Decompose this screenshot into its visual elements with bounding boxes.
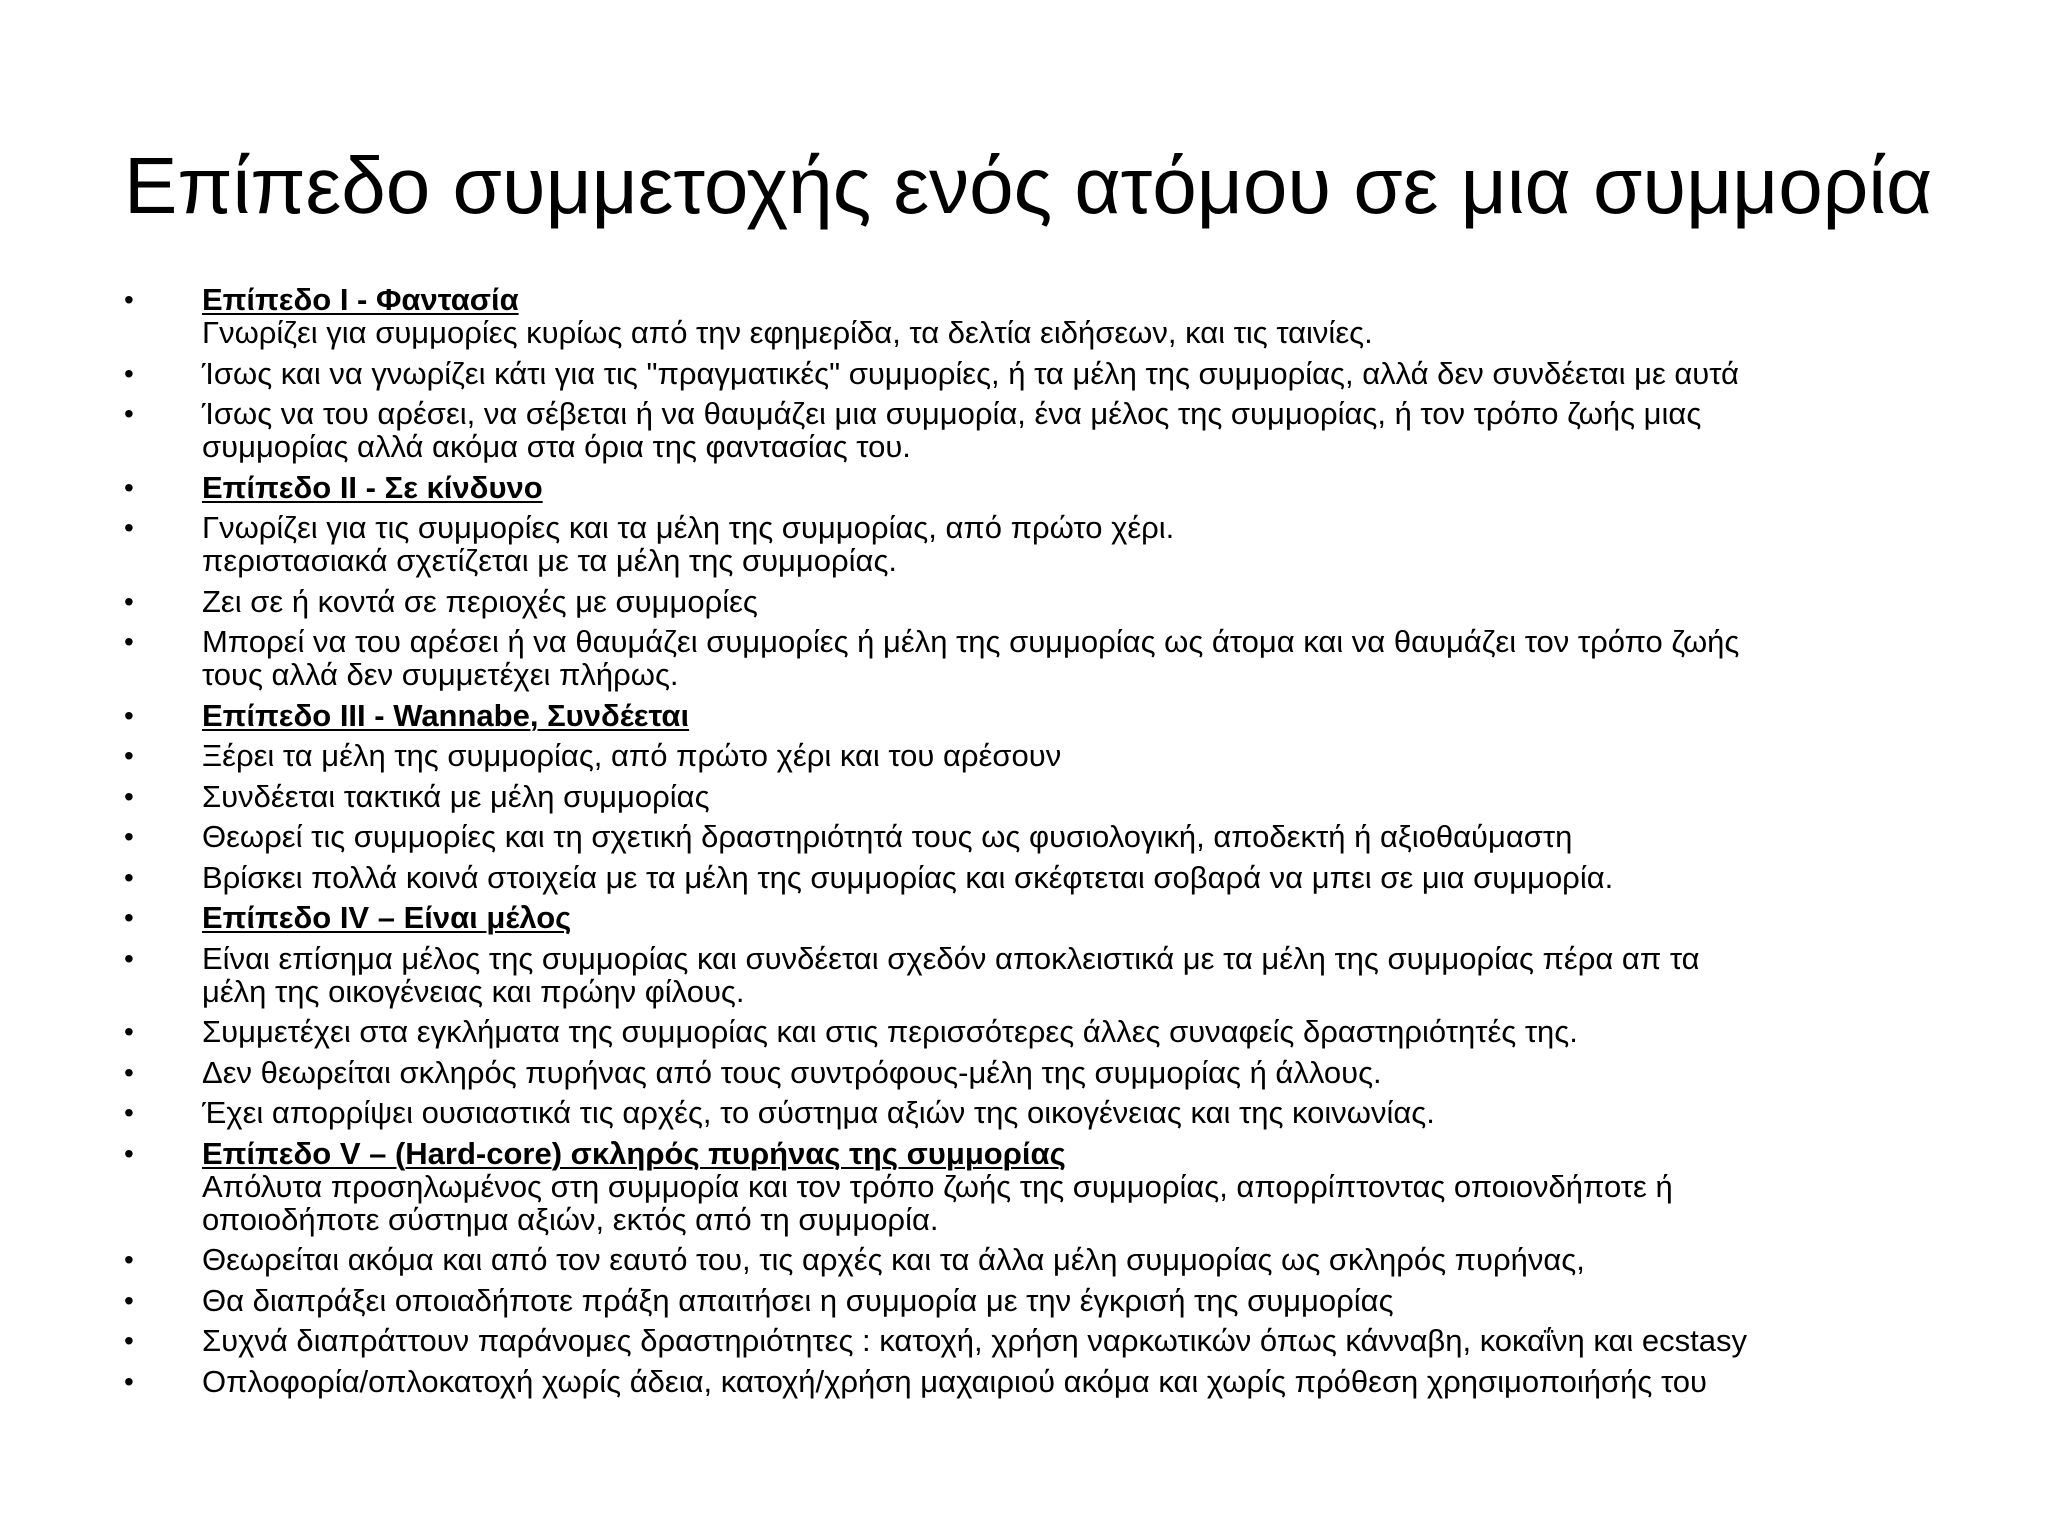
- bullet-text-line: Ίσως να του αρέσει, να σέβεται ή να θαυμάζει μια συμμορία, ένα μέλος της συμμορίας, ή τον τρόπο ζωής μιας: [202, 396, 1702, 431]
- bullet-dot-icon: •: [124, 1365, 134, 1397]
- bullet-dot-icon: •: [124, 398, 134, 429]
- list-item: [124, 397, 1924, 463]
- bullet-text-line: Απόλυτα προσηλωμένος στη συμμορία και τον τρόπο ζωής της συμμορίας, απορρίπτοντας οποιονδήποτε ή: [202, 1168, 1673, 1204]
- list-item: [124, 1056, 1924, 1089]
- list-item: [124, 1284, 1924, 1317]
- level-heading: Επίπεδο V – (Hard-core) σκληρός πυρήνας της συμμορίας: [202, 1135, 1066, 1171]
- bullet-dot-icon: •: [124, 585, 134, 617]
- list-item: [124, 942, 1924, 1008]
- bullet-text-line: Ξέρει τα μέλη της συμμορίας, από πρώτο χέρι και του αρέσουν: [202, 738, 1062, 773]
- level-heading: Επίπεδο Ι - Φαντασία: [202, 282, 519, 317]
- list-item: [124, 861, 1924, 894]
- bullet-text-line: μέλη της οικογένειας και πρώην φίλους.: [202, 973, 745, 1009]
- slide-title: Επίπεδο συμμετοχής ενός ατόμου σε μια συμμορία: [124, 141, 1933, 230]
- bullet-text-line: Ίσως και να γνωρίζει κάτι για τις "πραγματικές" συμμορίες, ή τα μέλη της συμμορίας, αλλά δεν συνδέεται με αυτά: [202, 355, 1739, 391]
- bullet-dot-icon: •: [124, 699, 134, 731]
- bullet-dot-icon: •: [124, 1016, 134, 1047]
- list-item: [124, 585, 1924, 618]
- bullet-text-line: Γνωρίζει για τις συμμορίες και τα μέλη της συμμορίας, από πρώτο χέρι.: [202, 510, 1175, 545]
- bullet-list: [124, 283, 1924, 1405]
- bullet-dot-icon: •: [124, 780, 134, 812]
- bullet-text-line: Συνδέεται τακτικά με μέλη συμμορίας: [202, 778, 710, 814]
- bullet-text-line: Είναι επίσημα μέλος της συμμορίας και συνδέεται σχεδόν αποκλειστικά με τα μέλη της συμμορίας πέρα απ τα: [202, 940, 1700, 976]
- list-item: [124, 1243, 1924, 1276]
- list-item: [124, 780, 1924, 813]
- level-heading: Επίπεδο ΙΙ - Σε κίνδυνο: [202, 469, 543, 505]
- level-heading: Επίπεδο ΙΙΙ - Wannabe, Συνδέεται: [202, 697, 690, 733]
- bullet-dot-icon: •: [124, 626, 134, 657]
- bullet-dot-icon: •: [124, 1137, 134, 1169]
- bullet-dot-icon: •: [124, 512, 134, 543]
- list-item: [124, 357, 1924, 390]
- level-heading: Επίπεδο ΙV – Είναι μέλος: [202, 900, 572, 935]
- bullet-text-line: Θεωρείται ακόμα και από τον εαυτό του, τις αρχές και τα άλλα μέλη συμμορίας ως σκληρός πυρήνας,: [202, 1242, 1585, 1277]
- bullet-dot-icon: •: [124, 1244, 134, 1275]
- bullet-text-line: Γνωρίζει για συμμορίες κυρίως από την εφημερίδα, τα δελτία ειδήσεων, και τις ταινίες.: [202, 315, 1373, 350]
- bullet-text-line: Βρίσκει πολλά κοινά στοιχεία με τα μέλη της συμμορίας και σκέφτεται σοβαρά να μπει σε μια συμμορία.: [202, 859, 1614, 895]
- bullet-dot-icon: •: [124, 357, 134, 389]
- bullet-text-line: Μπορεί να του αρέσει ή να θαυμάζει συμμορίες ή μέλη της συμμορίας ως άτομα και να θαυμάζει τον τρόπο ζωής: [202, 624, 1740, 659]
- list-item: [124, 1096, 1924, 1129]
- bullet-text-line: συμμορίας αλλά ακόμα στα όρια της φαντασίας του.: [202, 429, 911, 464]
- bullet-text-line: Συμμετέχει στα εγκλήματα της συμμορίας και στις περισσότερες άλλες συναφείς δραστηριότητές της.: [202, 1014, 1578, 1049]
- bullet-text-line: τους αλλά δεν συμμετέχει πλήρως.: [202, 657, 679, 692]
- level-heading-item: [124, 699, 1924, 732]
- list-item: [124, 625, 1924, 691]
- bullet-text-line: Συχνά διαπράττουν παράνομες δραστηριότητες : κατοχή, χρήση ναρκωτικών όπως κάνναβη, κοκαΐνη και ecstasy: [202, 1323, 1747, 1358]
- bullet-text-line: Έχει απορρίψει ουσιαστικά τις αρχές, το σύστημα αξιών της οικογένειας και της κοινωνίας.: [202, 1095, 1435, 1130]
- bullet-dot-icon: •: [124, 1056, 134, 1088]
- bullet-text-line: οποιοδήποτε σύστημα αξιών, εκτός από τη συμμορία.: [202, 1201, 939, 1237]
- bullet-text-line: Δεν θεωρείται σκληρός πυρήνας από τους συντρόφους-μέλη της συμμορίας ή άλλους.: [202, 1054, 1382, 1090]
- level-heading-item: [124, 471, 1924, 504]
- level-heading-item: [124, 1137, 1924, 1236]
- list-item: [124, 511, 1924, 577]
- level-heading-item: [124, 283, 1924, 349]
- bullet-dot-icon: •: [124, 821, 134, 852]
- bullet-text-line: περιστασιακά σχετίζεται με τα μέλη της συμμορίας.: [202, 543, 898, 578]
- bullet-dot-icon: •: [124, 284, 134, 315]
- bullet-text-line: Ζει σε ή κοντά σε περιοχές με συμμορίες: [202, 583, 758, 619]
- list-item: [124, 1324, 1924, 1357]
- bullet-text-line: Οπλοφορία/οπλοκατοχή χωρίς άδεια, κατοχή/χρήση μαχαιριού ακόμα και χωρίς πρόθεση χρησιμοποιήσής του: [202, 1363, 1707, 1399]
- bullet-dot-icon: •: [124, 740, 134, 771]
- list-item: [124, 1365, 1924, 1398]
- bullet-text-line: Θα διαπράξει οποιαδήποτε πράξη απαιτήσει η συμμορία με την έγκρισή της συμμορίας: [202, 1282, 1394, 1318]
- bullet-dot-icon: •: [124, 861, 134, 893]
- bullet-dot-icon: •: [124, 1097, 134, 1128]
- bullet-dot-icon: •: [124, 1284, 134, 1316]
- bullet-text-line: Θεωρεί τις συμμορίες και τη σχετική δραστηριότητά τους ως φυσιολογική, αποδεκτή ή αξιοθαύμαστη: [202, 819, 1573, 854]
- list-item: [124, 1015, 1924, 1048]
- list-item: [124, 820, 1924, 853]
- list-item: [124, 739, 1924, 772]
- bullet-dot-icon: •: [124, 942, 134, 974]
- bullet-dot-icon: •: [124, 471, 134, 503]
- bullet-dot-icon: •: [124, 902, 134, 933]
- bullet-dot-icon: •: [124, 1325, 134, 1356]
- level-heading-item: [124, 901, 1924, 934]
